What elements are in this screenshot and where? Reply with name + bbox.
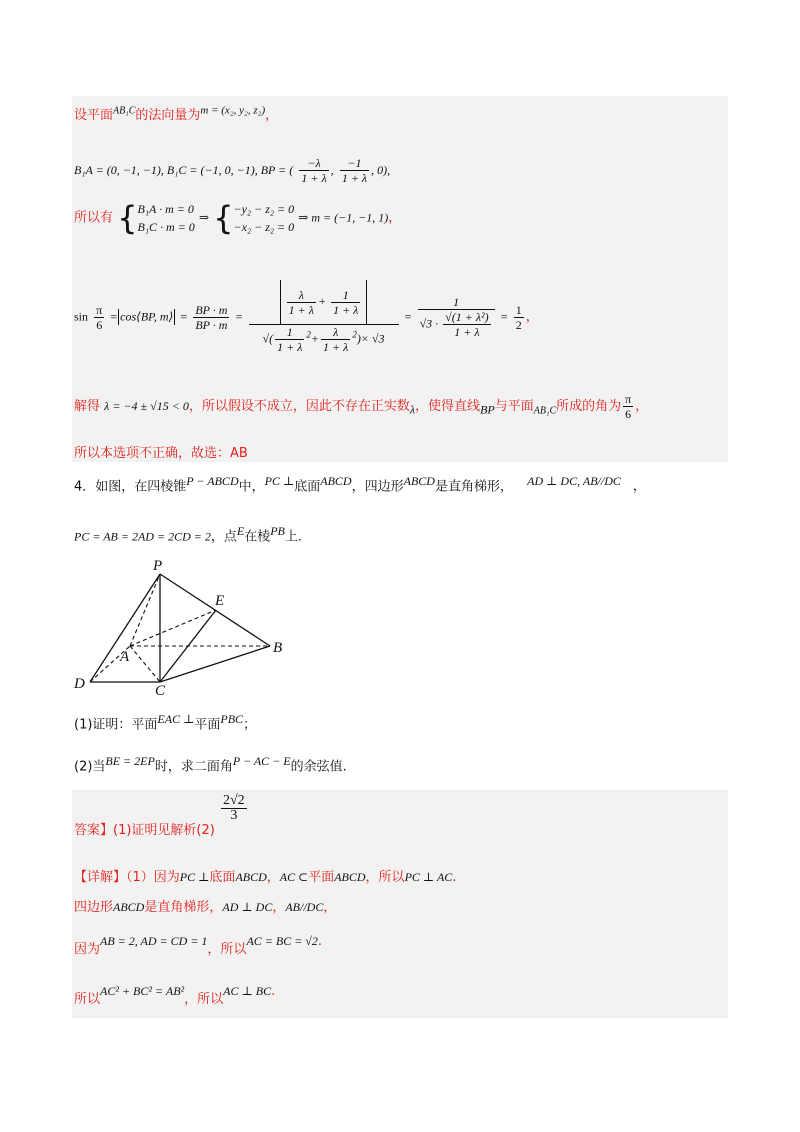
math: ABCD [235,870,267,884]
frac-den: 1 + λ [323,340,349,354]
frac-num: 1 [418,295,495,310]
frac-num: λ [287,288,316,303]
system-row: B₁A · m = 0 [137,202,194,216]
plane-pbc: PBC [220,712,244,726]
text: 平面 [194,717,221,733]
normal-vector-line [74,104,278,123]
frac-neg-lambda [299,156,328,185]
detail-tag: 【详解】 [74,870,127,885]
cos-expr: cos⟨BP, m⟩ [120,309,174,324]
vectors-tail: , 0), [371,163,391,177]
text: ； [243,717,257,733]
answer-text: 答案】(1)证明见解析(2) [74,823,215,838]
frac [331,288,360,317]
frac-den: 1 + λ [454,325,480,339]
frac-den: 1 + λ [277,340,303,354]
abs-bar [118,309,119,325]
line-bp: BP [480,402,495,417]
frac [287,288,316,317]
system-row: −x₂ − z₂ = 0 [233,220,295,234]
left-brace: { [213,199,234,237]
point-e: E [236,524,245,538]
frac-num: 1 [331,288,360,303]
right-frac [418,295,495,339]
text: 平面 [308,870,335,885]
text: 是直角梯形， [144,900,223,915]
sqrt3-dot: √3 · [419,316,439,331]
comma: ， [388,210,402,226]
frac-den: 3 [230,808,238,823]
frac-num: −1 [340,156,369,171]
frac-den: 1 + λ [301,171,327,185]
detail-line4 [74,980,276,1007]
base-abcd: ABCD [320,474,352,488]
problem-statement-line2 [74,524,302,544]
detail-line2 [74,896,336,915]
system-line [74,200,401,236]
edge-ac [130,646,160,682]
text: ， [272,900,286,915]
frac-num: $\frac{\lambda}{1 + \lambda}$ + $\frac{1}{1 + \lambda}$ [249,280,399,325]
frac [275,325,304,354]
text: . [317,934,323,949]
one-half [514,303,524,332]
text-set-plane: 设平面 [74,108,114,123]
text-normal-vector: 的法向量为 [135,108,201,123]
label-b: B [273,640,283,656]
text: 是直角梯形， [434,479,513,495]
frac-num: 2√2 [222,793,245,808]
plane-label: AB₁C [113,105,136,117]
text: . [452,870,457,885]
label-c: C [155,683,166,696]
frac-den: 6 [96,317,103,332]
sin-label: sin [74,309,89,324]
solve-line [74,392,648,421]
text: 在棱 [244,529,271,545]
pc-perp: PC ⊥ [264,474,295,488]
ratio-be-ep: BE = 2EP [105,754,155,768]
text: ， [266,870,280,885]
frac-den: 1 + λ [288,302,314,317]
conclusion-text: 所以本选项不正确，故选：AB [74,446,248,461]
answer-line [74,793,249,838]
dot-frac [193,303,229,332]
math: AC ⊥ BC [223,984,272,998]
edge-ap [130,574,160,646]
text: . [271,984,276,999]
vectors-expr: B₁A = (0, −1, −1), B₁C = (−1, 0, −1), BP = ( [74,163,294,177]
frac-den: 1 + λ [341,171,368,185]
frac [321,325,350,354]
frac [443,310,490,339]
comma: ， [525,309,539,325]
times-sqrt3: × √3 [360,331,385,346]
frac-den: BP · m [195,317,228,332]
text: ，点 [210,529,237,545]
text: 所以 [74,992,101,1007]
lambda-symbol: λ [409,402,416,417]
length-relations: PC = AB = 2AD = 2CD = 2 [74,529,211,544]
pyramid-figure [70,556,300,696]
implies-arrow: ⇒ [198,210,209,225]
system-row: B₁C · m = 0 [137,220,195,234]
left-brace: { [117,199,138,237]
math: AC ⊂ [279,870,309,884]
text: ，四边形 [351,479,404,495]
detail-line1 [74,866,456,885]
lambda-solution: λ = −4 ± √15 < 0 [104,399,189,413]
frac-den: √( $\frac{1}{1 + \lambda}$ $^2$+ $\frac{\lambda}{1 + \lambda}$ $^2$)× √3 [262,325,385,354]
frac-num: √(1 + λ²) [445,310,489,324]
frac-num: π [96,302,103,317]
math: AB//DC [285,900,324,914]
abs-bar [174,309,175,325]
frac-num: BP · m [195,302,228,317]
math: ABCD [113,900,145,914]
frac-num: π [625,392,632,406]
text: 四边形 [74,900,114,915]
math: AB = 2, AD = CD = 1 [100,934,208,948]
math: AC = BC = √2 [246,934,318,948]
label-e: E [215,593,225,609]
label-d: D [74,676,85,692]
frac-den: 1 + λ [333,302,359,317]
frac-den: 2 [515,317,522,332]
text: ，所以 [184,992,224,1007]
edge-pd [90,574,160,682]
text-contradiction: ，所以假设不成立，因此不存在正实数 [188,399,410,414]
math: PC ⊥ AC [404,870,453,884]
sine-equation-line: sin $\frac{\pi}{6}$ = cos⟨BP, m⟩ = $\frac{BP \cdot m}{BP \cdot m}$ = $\frac{\lambda}{1 + \lambda}$ + $\frac{1}{1 + \lambda}$ √( $\frac{1}{1 + \lambda}$ $^2$+ $\frac{\lambda}{1 + \lambda}$ $^2$)× √3 = 1 √3 · $\frac{\text{√(1 + λ²)}}{1 + \lambda}$ = $\frac{1}{2}$ ， [74,280,539,354]
frac-num: 1 [515,302,522,317]
label-a: A [120,649,130,665]
quad-abcd: ABCD [403,474,435,488]
normal-vector-expr: m = (x₂, y₂, z₂) [200,104,266,117]
text-solve: 解得 [74,399,101,414]
text: ， [323,900,337,915]
text: (2)当 [74,759,106,775]
question-number: 4．如图，在四棱锥 [74,479,187,495]
vectors-line: B₁A = (0, −1, −1), B₁C = (−1, 0, −1), BP = ( $\frac{-\lambda}{1 + \lambda}$ , $\frac{-1}{1 + \lambda}$ , 0), [74,156,391,185]
frac-neg-one [340,156,369,185]
system-2 [234,200,295,236]
pyramid-label: P − ABCD [186,474,239,488]
frac-den: 6 [625,407,632,421]
text: ，所以 [207,942,247,957]
result-m: ⇒ m = (−1, −1, 1) [298,210,389,225]
math: AD ⊥ DC [222,900,273,914]
frac-den [418,310,495,339]
pi-over-six [94,303,104,332]
abs-bar [366,280,367,324]
math: PC ⊥ [179,870,210,884]
frac-num: λ [321,325,350,340]
text: (1)证明：平面 [74,717,158,733]
system-row: −y₂ − z₂ = 0 [233,202,295,216]
part2-line [74,754,347,774]
comma: ， [635,399,649,414]
abs-bar [280,280,281,324]
text: 上. [284,529,303,545]
plane-eac: EAC ⊥ [157,712,195,726]
comma: ， [265,108,279,123]
part1-line [74,712,256,732]
pi-over-six [623,392,633,421]
label-p: P [153,558,163,574]
text: ，所以 [365,870,405,885]
text-make-line: ，使得直线 [415,399,481,414]
big-frac [249,280,399,354]
math: AC² + BC² = AB² [100,984,185,998]
text-so-have: 所以有 [74,210,114,226]
trapezoid-condition: AD ⊥ DC, AB//DC [527,474,621,488]
text: （1）因为 [126,870,180,885]
frac-num: −λ [299,156,328,171]
text: 底面 [294,479,321,495]
text: 因为 [74,942,101,957]
plane-ab1c: AB₁C [533,405,557,417]
text: ， [632,479,646,495]
text: 时，求二面角 [154,759,233,775]
system-1 [138,200,195,236]
text: 的余弦值. [290,759,347,775]
edge-cb [160,646,270,682]
edge-pb: PB [270,524,285,538]
edge-ae [130,610,216,646]
math: ABCD [334,870,366,884]
frac-num: 1 [275,325,304,340]
dihedral-angle: P − AC − E [232,754,291,768]
text: 底面 [209,870,236,885]
text: 中， [238,479,265,495]
text-angle-is: 所成的角为 [556,399,622,414]
answer-fraction [221,794,247,823]
detail-line3 [74,930,323,957]
problem-statement-line1 [74,474,646,494]
text-and-plane: 与平面 [494,399,534,414]
